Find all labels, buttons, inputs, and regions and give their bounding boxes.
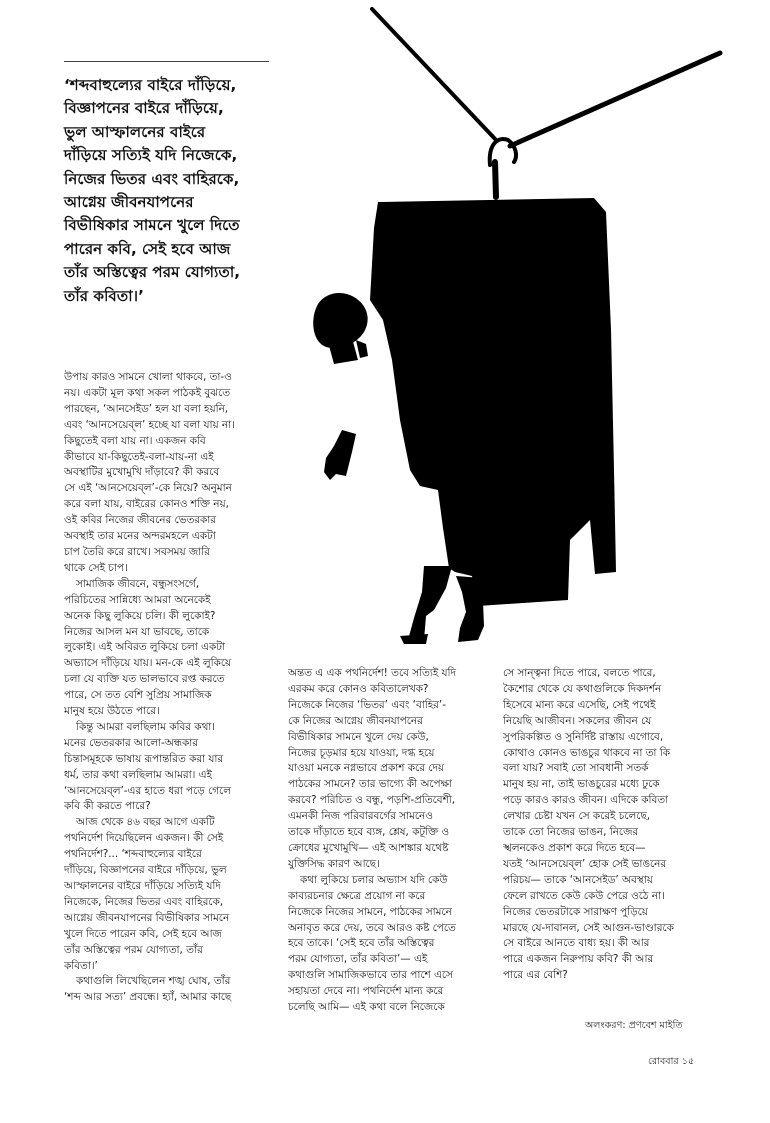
text-line: দাঁড়িয়ে, বিজ্ঞাপনের বাইরে দাঁড়িয়ে, ভুল	[64, 864, 227, 877]
text-line: দাঁড়িয়ে সত্যিই যদি নিজেকে,	[64, 146, 238, 165]
text-line: অভ্যাসে দাঁড়িয়ে যায়। মন-কে এই লুকিয়ে	[64, 657, 232, 670]
text-line: নিজের ভেতরটাকে সারাক্ষণ পুড়িয়ে	[503, 905, 648, 918]
text-line: আগ্নেয় জীবনযাপনের বিভীষিকার সামনে	[64, 911, 230, 924]
text-line: পারছেন, ‘আনসেইড’ হল যা বলা হয়নি,	[64, 402, 229, 415]
text-line: সে সান্ত্বনা দিতে পারে, বলতে পারে,	[503, 667, 656, 679]
text-line: কথাগুলি লিখেছিলেন শঙ্খ ঘোষ, তাঁর	[76, 975, 231, 988]
text-line: আজ থেকে ৪৬ বছর আগে একটি	[76, 816, 215, 829]
text-line: তাকে তো নিজের ভাঙন, নিজের	[503, 826, 639, 839]
text-line: অনেক কিছু লুকিয়ে চলি। কী লুকোই?	[64, 609, 216, 622]
text-line: পারে একজন নিরুপায় কবি? কী আর	[503, 953, 654, 966]
text-line: অবস্থাটির মুখোমুখি দাঁড়াবে? কী করবে	[64, 466, 220, 479]
text-line: থাকে সেই চাপ।	[64, 561, 128, 574]
illustration-credit: অলংকরণ: প্রণবেশ মাইতি	[585, 1020, 683, 1031]
text-line: নিজের আসল মন যা ভাবছে, তাকে	[64, 625, 210, 638]
text-line: পারেন কবি, সেই হবে আজ	[64, 239, 231, 258]
text-line: কবিতা।’	[64, 959, 98, 972]
text-line: সুপরিকল্পিত ও সুনির্দিষ্ট রাস্তায় এগোবে,	[503, 730, 664, 743]
text-line: তাঁর অস্তিত্বের পরম যোগ্যতা, তাঁর	[64, 943, 203, 956]
text-line: তাঁর অস্তিত্বের পরম যোগ্যতা,	[64, 263, 241, 282]
text-line: নিজেকে, নিজের ভিতর এবং বাহিরকে,	[64, 895, 224, 908]
text-line: পথনির্দেশ?... ‘শব্দবাহুল্যের বাইরে	[64, 848, 202, 861]
text-line: নিয়েছি আজীবন। সকলের জীবন যে	[503, 714, 652, 727]
text-line: মারছে যে-দাবানল, সেই আগুন-ভাণ্ডারকে	[503, 921, 674, 934]
text-line: স্খলনকেও প্রকাশ করে দিতে হবে—	[503, 841, 646, 854]
text-line: কাব্যরচনার ক্ষেত্রে প্রয়োগ না করে	[288, 889, 426, 902]
text-line: নিজেকে নিজের সামনে, পাঠকের সামনে	[288, 905, 452, 918]
text-line: ফেলে রাখতে কেউ কেউ পেরে ওঠে না।	[503, 889, 665, 902]
text-line: কোথাও কোনও ভাঙচুর থাকবে না তা কি	[503, 746, 670, 759]
page-folio: রোববার ১৫	[648, 1056, 695, 1067]
text-line: অনাবৃত করে দেয়, তবে আরও কষ্ট পেতে	[288, 921, 456, 934]
text-line: সামাজিক জীবনে, বন্ধুসংসর্গে,	[76, 577, 200, 590]
text-line: খুলে দিতে পারেন কবি, সেই হবে আজ	[64, 927, 222, 940]
text-line: আগ্নেয় জীবনযাপনের	[64, 193, 194, 212]
text-line: সহায়তা দেবে না। পথনির্দেশ মান্য করে	[288, 985, 444, 998]
text-line: ক্রোধের মুখোমুখি— এই আশঙ্কার যথেষ্ট	[288, 841, 449, 854]
text-line: কথা লুকিয়ে চলার অভ্যাস যদি কেউ	[300, 873, 448, 886]
text-line: অবস্থাই তার মনের অন্দরমহলে একটা	[64, 530, 216, 543]
text-line: এমনকী নিজ পরিবারবর্গের সামনেও	[288, 810, 433, 823]
text-line: উপায় কারও সামনে খোলা থাকবে, তা-ও	[64, 371, 232, 383]
text-line: ধর্ম, তার কথা বলছিলাম আমরা। এই	[64, 768, 212, 781]
text-line: লেখার চেষ্টা যখন সে করেই চলেছে,	[503, 810, 651, 823]
text-line: চলেছি আমি— এই কথা বলে নিজেকে	[288, 1001, 445, 1014]
text-line: অন্তত এ এক পথনির্দেশ! তবে সত্যিই যদি	[288, 667, 456, 679]
text-line: বলা যায়? সবাই তো সাবধানী সতর্ক	[503, 762, 649, 775]
text-line: মানুষ হয় না, তাই ভাঙচুরের মধ্যে ঢুকে	[503, 778, 660, 791]
article-column-3	[503, 666, 708, 984]
text-line: বিভীষিকার সামনে খুলে দেয় কেউ,	[288, 730, 429, 743]
text-line: সে এই ‘আনসেয়েব্‌ল’-কে নিয়ে? অনুমান	[64, 482, 232, 495]
text-line: এবং ‘আনসেয়েব্‌ল’ হচ্ছে যা বলা যায় না।	[64, 418, 235, 431]
text-line: নিজের চূড়মার হয়ে যাওয়া, দগ্ধ হয়ে	[288, 746, 435, 759]
text-line: চলা যে ব্যক্তি যত ভালভাবে রপ্ত করতে	[64, 673, 225, 686]
text-line: লুকোই। এই অবিরত লুকিয়ে চলা একটা	[64, 641, 225, 654]
text-line: কথাগুলি সামাজিকভাবে তার পাশে এসে	[288, 969, 453, 982]
text-line: চিন্তাসমূহকে ভাষায় রূপান্তরিত করা যার	[64, 752, 224, 765]
article-column-1	[64, 370, 282, 1006]
text-line: কে নিজের আগ্নেয় জীবনযাপনের	[288, 714, 423, 727]
text-line: কিন্তু আমরা বলছিলাম কবির কথা।	[76, 720, 216, 733]
text-line: সে বাইরে আনতে বাধ্য হয়। কী আর	[503, 937, 650, 950]
text-line: ‘আনসেয়েব্‌ল’-এর হাতে ধরা পড়ে গেলে	[64, 784, 231, 797]
text-line: আস্ফালনের বাইরে দাঁড়িয়ে সত্যিই যদি	[64, 880, 221, 892]
text-line: যুক্তিসিদ্ধ কারণ আছে।	[288, 857, 380, 870]
text-line: পথনির্দেশ দিয়েছিলেন একজন। কী সেই	[64, 832, 224, 845]
text-line: করবে? পরিচিত ও বন্ধু, পড়শি-প্রতিবেশী,	[288, 794, 455, 807]
text-line: যতই ‘আনসেয়েব্‌ল’ হোক সেই ভাঙনের	[503, 857, 667, 870]
text-line: তাঁর কবিতা।’	[64, 286, 144, 305]
text-line: মানুষ হয়ে উঠতে পারে।	[64, 705, 160, 718]
text-line: এরকম করে কোনও কবিতালেখক?	[288, 682, 429, 695]
text-line: হবে তাকে। ‘সেই হবে তাঁর অস্তিত্বের	[288, 937, 435, 950]
text-line: পরিচিতের সান্নিধ্যে আমরা অনেকেই	[64, 593, 211, 606]
text-line: ‘শব্দ আর সত্য’ প্রবন্ধে। হ্যাঁ, আমার কাছে	[64, 991, 232, 1004]
text-line: পড়ে কারও কারও জীবন। এদিকে কবিতা	[503, 794, 669, 807]
text-line: হিসেবে মান্য করে এসেছি, সেই পথেই	[503, 698, 656, 711]
text-line: বিভীষিকার সামনে খুলে দিতে	[64, 216, 240, 235]
text-line: ‘শব্দবাহুল্যের বাইরে দাঁড়িয়ে,	[64, 76, 237, 94]
text-line: পাঠকের সামনে? তার ভাগ্যে কী অপেক্ষা	[288, 778, 453, 791]
text-line: ভুল আস্ফালনের বাইরে	[64, 122, 206, 141]
text-line: বিজ্ঞাপনের বাইরে দাঁড়িয়ে,	[64, 99, 224, 118]
text-line: যাওয়া মনকে নগ্নভাবে প্রকাশ করে দেয়	[288, 762, 445, 775]
text-line: করে বলা যায়, বাইরের কোনও শক্তি নয়,	[64, 498, 229, 511]
text-line: চাপ তৈরি করে রাখে। সবসময় জারি	[64, 545, 210, 558]
text-line: কবি কী করতে পারে?	[64, 800, 151, 813]
text-line: নয়। একটা মূল কথা সকল পাঠকই বুঝতে	[64, 386, 231, 399]
text-line: কৈশোর থেকে যে কথাগুলিকে দিকদর্শন	[503, 682, 662, 695]
text-line: পারে এর বেশি?	[503, 969, 568, 982]
text-line: কিছুতেই বলা যায় না। একজন কবি	[64, 434, 206, 447]
text-line: তাকে দাঁড়াতে হবে ব্যঙ্গ, শ্লেষ, কটূক্তি ও	[288, 826, 450, 839]
article-column-2	[288, 666, 494, 1016]
text-line: পরম যোগ্যতা, তাঁর কবিতা’— এই	[288, 953, 428, 966]
text-line: মনের ভেতরকার আলো-অন্ধকার	[64, 736, 198, 749]
text-line: কীভাবে যা-কিছুতেই-বলা-যায়-না এই	[64, 450, 214, 463]
text-line: পারে, সে তত বেশি সুপ্রিয় সামাজিক	[64, 689, 212, 702]
text-line: নিজের ভিতর এবং বাহিরকে,	[64, 169, 240, 188]
text-line: ওই কবির নিজের জীবনের ভেতরকার	[64, 514, 216, 527]
text-line: পরিচয়— তাকে ‘আনসেইড’ অবস্থায়	[503, 873, 653, 886]
text-line: নিজেকে নিজের ‘ভিতর’ এবং ‘বাহির’-	[288, 698, 446, 711]
